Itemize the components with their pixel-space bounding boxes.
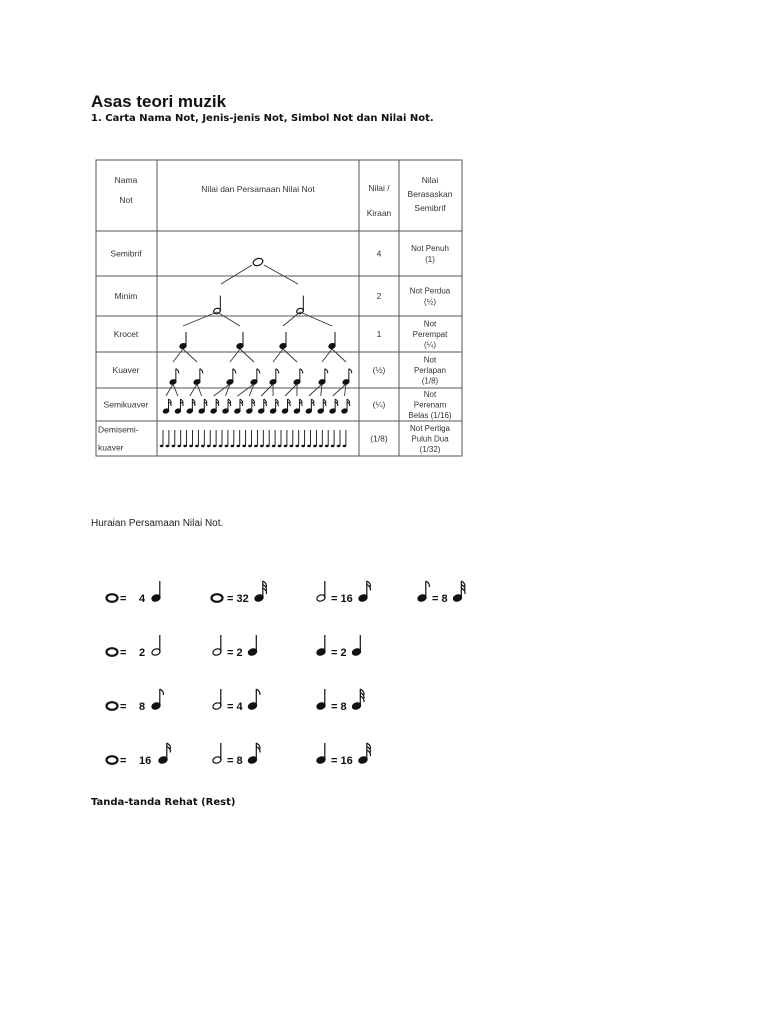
row-basis: Not Perdua: [409, 286, 451, 296]
row-count: 1: [376, 329, 382, 339]
header-count-line2: Kiraan: [366, 208, 392, 218]
equivalence-item: [212, 689, 260, 713]
header-basis-line1: Nilai: [421, 175, 439, 185]
semiquaver-icon: [248, 743, 260, 764]
row-basis: (1/8): [421, 376, 439, 386]
crotchet-icon: [248, 635, 258, 656]
crotchet-icon: [352, 635, 362, 656]
header-basis-line2: Berasaskan: [407, 189, 453, 199]
row-name: Minim: [114, 291, 138, 301]
equivalence-description: Huraian Persamaan Nilai Not.: [91, 518, 224, 529]
equivalence-item: [316, 581, 370, 605]
header-name-line1: Nama: [114, 175, 138, 185]
equivalence-count: = 4: [227, 701, 243, 713]
row-basis: Not: [423, 319, 437, 329]
crotchet-icon: [316, 689, 326, 710]
header-name-line2: Not: [119, 195, 133, 205]
equivalence-item: [107, 635, 161, 659]
row-basis: Perenam: [413, 400, 447, 410]
equivalence-count: = 16: [331, 593, 353, 605]
minim-icon: [316, 581, 326, 602]
demisemiquaver-icon: [358, 743, 370, 764]
equivalence-item: [212, 581, 267, 605]
semiquaver-icon: [158, 743, 170, 764]
minim-icon: [212, 743, 222, 764]
row-basis: Not: [423, 355, 437, 365]
equivalence-item: [107, 581, 161, 605]
semibreve-icon: [107, 594, 118, 602]
equivalence-item: [107, 689, 164, 713]
equals-sign: =: [120, 701, 127, 713]
equivalence-item: [212, 635, 257, 659]
equivalence-count: = 32: [227, 593, 249, 605]
row-basis: (1): [425, 255, 435, 264]
equals-sign: =: [120, 593, 127, 605]
equivalence-count: 8: [139, 701, 146, 713]
row-basis: Not Pertiga: [409, 424, 451, 433]
equivalence-count: = 8: [432, 593, 448, 605]
row-basis: Belas (1/16): [408, 411, 452, 420]
equivalence-count: 16: [139, 755, 152, 767]
row-basis: (¼): [424, 340, 436, 350]
header-values: Nilai dan Persamaan Nilai Not: [201, 184, 315, 194]
equivalence-count: = 8: [227, 755, 243, 767]
row-basis: Puluh Dua: [411, 434, 449, 444]
page-subtitle: 1. Carta Nama Not, Jenis-jenis Not, Simbol Not dan Nilai Not.: [91, 113, 434, 124]
semibreve-icon: [107, 702, 118, 710]
header-count-line1: Nilai /: [368, 183, 390, 193]
crotchet-icon: [316, 743, 326, 764]
equivalence-item: [316, 743, 370, 767]
equivalence-count: = 8: [331, 701, 347, 713]
equivalence-item: [107, 743, 171, 767]
semibreve-icon: [107, 756, 118, 764]
header-basis-line3: Semibrif: [414, 203, 446, 213]
minim-icon: [151, 635, 161, 656]
crotchet-icon: [151, 581, 161, 602]
row-count: (1/8): [370, 433, 388, 444]
semiquaver-icon: [358, 581, 370, 602]
semibreve-icon: [212, 594, 223, 602]
row-basis: Perempat: [412, 330, 448, 339]
minim-icon: [212, 689, 222, 710]
demisemiquaver-icon: [352, 689, 364, 710]
quaver-icon: [417, 581, 429, 602]
equivalence-item: [316, 635, 361, 659]
rest-heading: Tanda-tanda Rehat (Rest): [91, 797, 236, 808]
row-name: Semibrif: [110, 248, 142, 259]
quaver-icon: [248, 689, 260, 710]
semibreve-icon: [107, 648, 118, 656]
equals-sign: =: [120, 647, 127, 659]
row-name: Kuaver: [112, 365, 140, 375]
equivalence-count: 2: [139, 647, 146, 659]
row-basis: Not Penuh: [411, 244, 449, 253]
equivalence-item: [212, 743, 260, 767]
row-count: (¼): [372, 399, 386, 410]
row-count: 4: [376, 248, 382, 259]
equivalence-count: 4: [139, 593, 146, 605]
row-basis: (½): [424, 297, 436, 307]
row-count: (½): [372, 365, 386, 375]
row-name: Semikuaver: [103, 399, 149, 410]
quaver-icon: [151, 689, 163, 710]
equivalence-item: [417, 581, 465, 605]
row-name: Krocet: [113, 329, 139, 339]
demisemiquaver-icon: [254, 581, 266, 602]
equivalence-count: = 2: [331, 647, 347, 659]
row-basis: Not: [423, 390, 437, 399]
row-name: Demisemi-: [98, 424, 139, 435]
row-basis: (1/32): [419, 445, 441, 454]
equivalence-count: = 16: [331, 755, 353, 767]
page-title: Asas teori muzik: [91, 92, 227, 111]
row-name: kuaver: [98, 442, 124, 453]
minim-icon: [212, 635, 222, 656]
equivalence-item: [316, 689, 364, 713]
equals-sign: =: [120, 755, 127, 767]
row-basis: Perlapan: [413, 366, 447, 375]
demisemiquaver-icon: [453, 581, 465, 602]
row-count: 2: [376, 291, 382, 301]
equivalence-list: [107, 581, 465, 767]
equivalence-count: = 2: [227, 647, 243, 659]
crotchet-icon: [316, 635, 326, 656]
